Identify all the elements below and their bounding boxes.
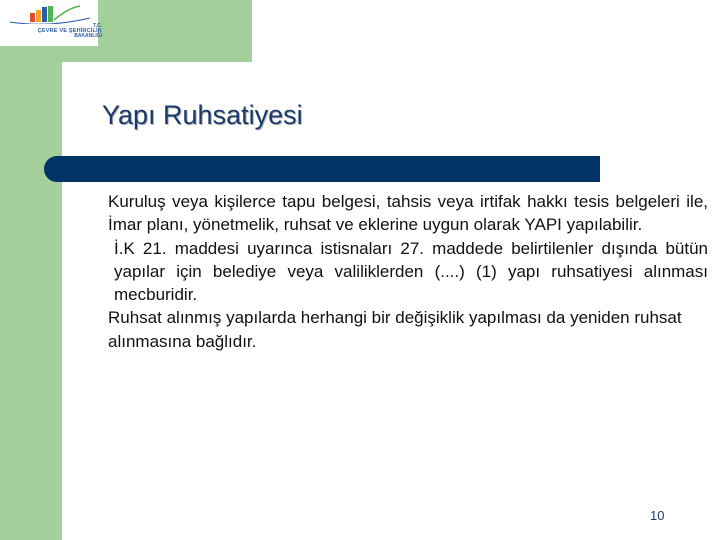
title-underline-bar	[44, 156, 600, 182]
logo-line1: ÇEVRE VE ŞEHİRCİLİK	[37, 28, 102, 34]
paragraph-1: Kuruluş veya kişilerce tapu belgesi, tahsis veya irtifak hakkı tesis belgeleri ile, İmar planı, yönetmelik, ruhsat ve eklerine uygun olarak YAPI yapılabilir.	[108, 192, 708, 235]
paragraph-3: Ruhsat alınmış yapılarda herhangi bir değişiklik yapılması da yeniden ruhsat alınmasına bağlıdır.	[108, 308, 682, 351]
sidebar-green-strip	[0, 0, 62, 540]
ministry-logo	[0, 0, 102, 46]
page-number: 10	[650, 508, 665, 523]
slide-body	[108, 190, 708, 353]
logo-wordmark	[12, 24, 102, 39]
paragraph-2: İ.K 21. maddesi uyarınca istisnaları 27. maddede belirtilenler dışında bütün yapılar için belediye veya valiliklerden (....) (1) yapı ruhsatiyesi alınması mecburidir.	[114, 238, 708, 305]
logo-tc: T.C.	[93, 23, 102, 29]
building-bars-icon	[8, 4, 92, 24]
slide-title: Yapı Ruhsatiyesi	[102, 100, 303, 130]
logo-line2: BAKANLIĞI	[74, 33, 102, 39]
